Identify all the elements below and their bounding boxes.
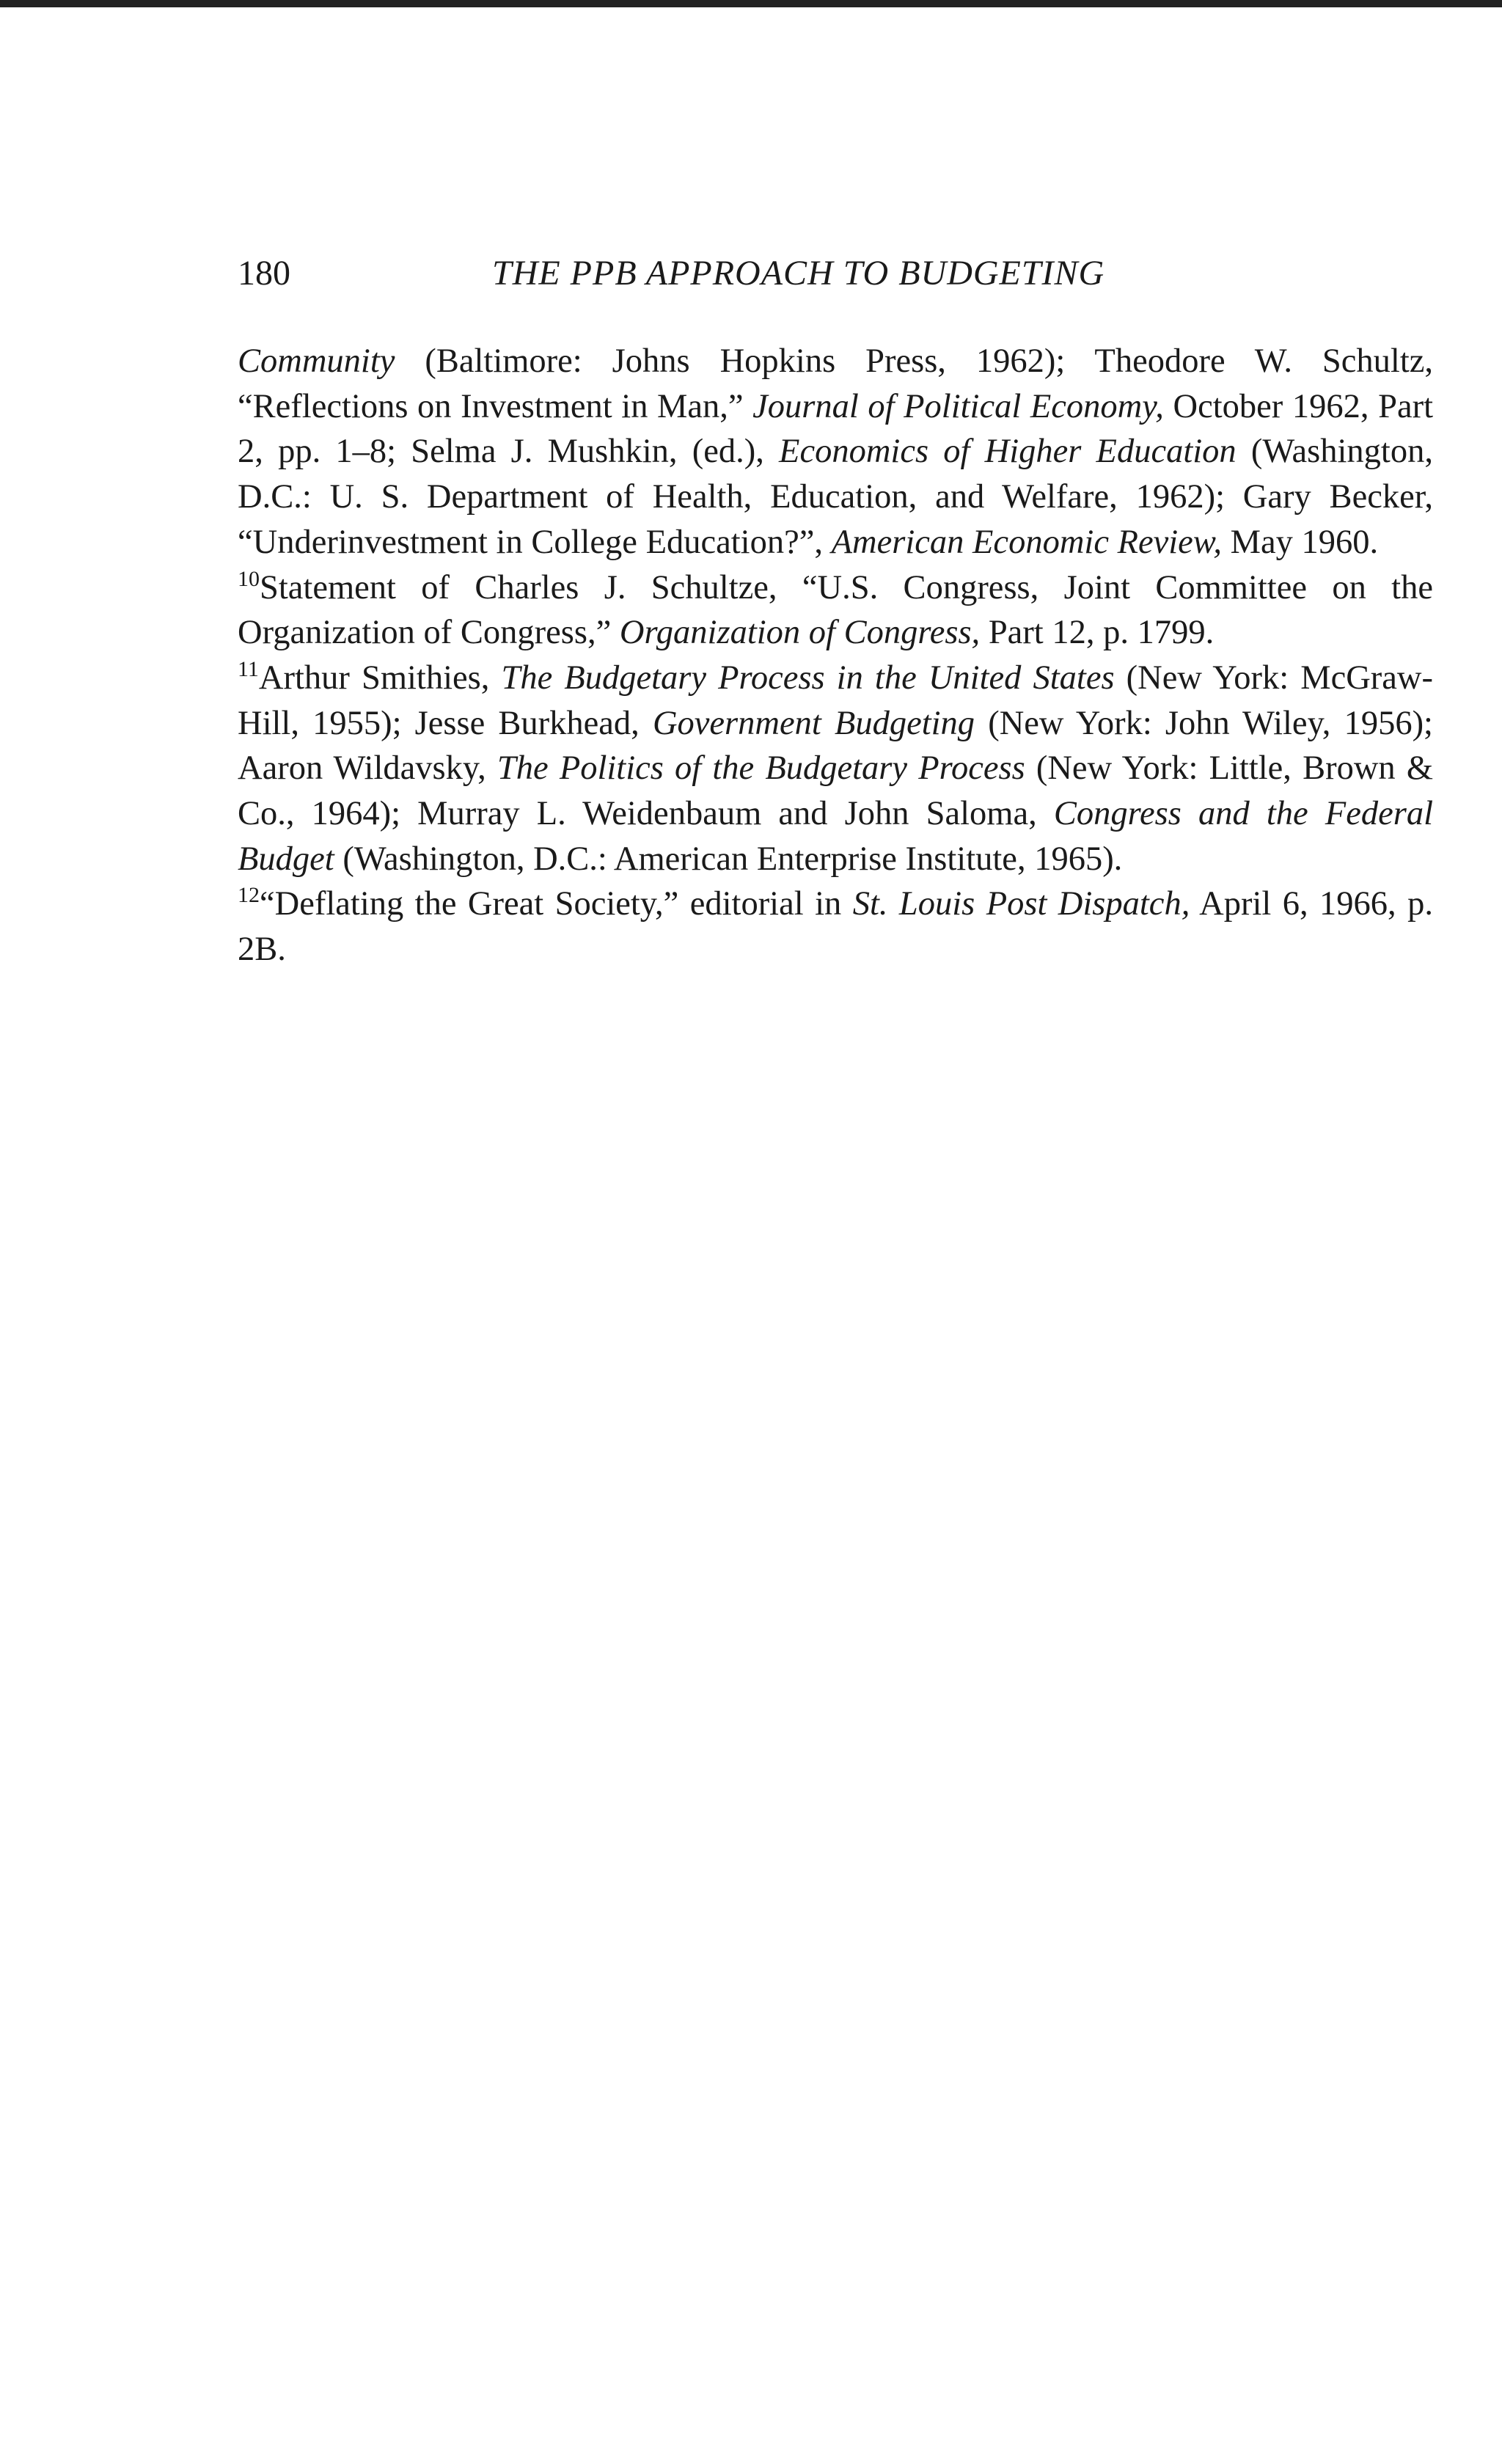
- footnote-11: [238, 656, 1433, 882]
- note-text-italic: Community: [238, 342, 395, 380]
- footnote-12: [238, 881, 1433, 972]
- note-text: (New York: Little, Brown & Co., 1964); Murray L. Weidenbaum and John Saloma,: [238, 749, 1433, 833]
- running-title: THE PPB APPROACH TO BUDGETING: [492, 254, 1105, 293]
- note-text-italic: American Economic Review,: [831, 523, 1223, 561]
- note-text: (New York: McGraw-Hill, 1955); Jesse Burkhead,: [238, 659, 1433, 742]
- footnote-marker: 12: [238, 883, 260, 908]
- note-text-italic: The Budgetary Process in the United States: [501, 659, 1115, 697]
- note-text: October 1962, Part 2, pp. 1–8; Selma J. Mushkin, (ed.),: [238, 387, 1433, 471]
- note-text-italic: Congress and the Federal Budget: [238, 795, 1433, 878]
- note-text: April 6, 1966, p. 2B.: [238, 885, 1433, 969]
- note-text: (Washington, D.C.: American Enterprise Institute, 1965).: [334, 840, 1123, 878]
- footnotes: [238, 339, 1433, 972]
- note-text: (New York: John Wiley, 1956); Aaron Wildavsky,: [238, 704, 1433, 788]
- note-text: Part 12, p. 1799.: [980, 614, 1215, 652]
- page-header: [238, 248, 1433, 299]
- page-number: 180: [238, 254, 290, 293]
- note-text: May 1960.: [1222, 523, 1379, 561]
- note-text: (Baltimore: Johns Hopkins Press, 1962); Theodore W. Schultz, “Reflections on Investment in Man,”: [238, 342, 1433, 425]
- note-text: “Deflating the Great Society,” editorial in: [260, 885, 853, 923]
- note-text: Arthur Smithies,: [258, 659, 502, 697]
- note-text-italic: The Politics of the Budgetary Process: [497, 749, 1025, 788]
- footnote-marker: 11: [238, 656, 259, 681]
- note-text-italic: St. Louis Post Dispatch,: [852, 885, 1190, 923]
- note-text-italic: Government Budgeting: [652, 704, 975, 742]
- note-text-italic: Economics of Higher Education: [779, 433, 1237, 471]
- top-border-rule: [0, 0, 1502, 7]
- note-text-italic: Organization of Congress,: [619, 614, 981, 652]
- note-text: Statement of Charles J. Schultze, “U.S. Congress, Joint Committee on the Organization of Congress,”: [238, 568, 1433, 652]
- footnote-continued: [238, 339, 1433, 565]
- footnote-10: [238, 565, 1433, 656]
- note-text: (Washington, D.C.: U. S. Department of Health, Education, and Welfare, 1962); Gary Becker, “Underinvestment in College Education?”,: [238, 433, 1433, 561]
- footnote-marker: 10: [238, 566, 260, 591]
- note-text-italic: Journal of Political Economy,: [752, 387, 1164, 425]
